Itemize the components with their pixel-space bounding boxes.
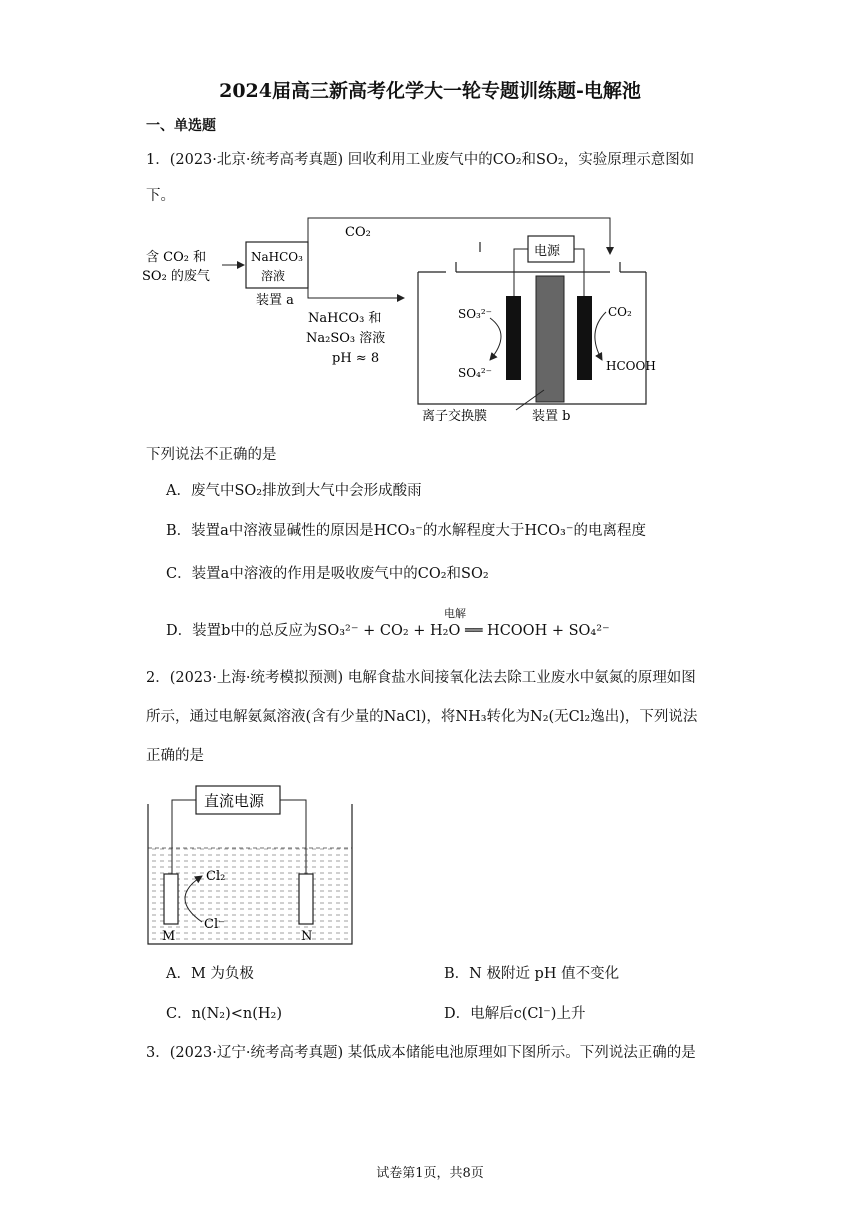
co2-top-label: CO₂: [345, 225, 371, 240]
q2-line-1: 2．(2023·上海·统考模拟预测) 电解食盐水间接氧化法去除工业废水中氨氮的原理如图: [146, 670, 696, 686]
page-title: 2024届高三新高考化学大一轮专题训练题-电解池: [219, 80, 641, 102]
membrane-label: 离子交换膜: [422, 409, 488, 424]
section-heading: 一、单选题: [146, 118, 216, 134]
q2-line-2: 所示，通过电解氨氮溶液(含有少量的NaCl)，将NH₃转化为N₂(无Cl₂逸出)，下列说法: [146, 709, 698, 725]
cl-ion-label: Cl⁻: [204, 917, 225, 932]
ion-exchange-membrane: [536, 276, 564, 402]
q1-stem: 下列说法不正确的是: [146, 447, 277, 463]
q1-option-d[interactable]: D．装置b中的总反应为SO₃²⁻ + CO₂ + H₂O ══ HCOOH + SO₄²⁻: [166, 623, 610, 639]
page-footer: 试卷第1页，共8页: [376, 1166, 484, 1181]
solution-label-3: pH ≈ 8: [332, 351, 380, 366]
box-a-line-2: 溶液: [261, 269, 286, 283]
q1-option-d-condition: 电解: [444, 607, 466, 620]
electrode-n-label: N: [301, 929, 313, 944]
cl2-label: Cl₂: [206, 869, 226, 884]
electrode-m-label: M: [162, 929, 176, 944]
q2-option-a[interactable]: A．M 为负极: [166, 966, 254, 982]
solution-label-2: Na₂SO₃ 溶液: [306, 331, 386, 346]
electrode-n: [299, 874, 313, 924]
q3-line-1: 3．(2023·辽宁·统考高考真题) 某低成本储能电池原理如下图所示。下列说法正确的是: [146, 1045, 696, 1061]
q1-figure: [140, 214, 680, 434]
q1-line-1: 1．(2023·北京·统考高考真题) 回收利用工业废气中的CO₂和SO₂，实验原理示意图如: [146, 152, 695, 168]
q2-option-b[interactable]: B．N 极附近 pH 值不变化: [444, 966, 620, 982]
cathode-electrode: [577, 296, 592, 380]
electrode-m: [164, 874, 178, 924]
q1-option-c[interactable]: C．装置a中溶液的作用是吸收废气中的CO₂和SO₂: [166, 566, 489, 582]
q1-option-a[interactable]: A．废气中SO₂排放到大气中会形成酸雨: [166, 483, 422, 499]
q1-line-2: 下。: [146, 188, 175, 204]
gas-in-label-2: SO₂ 的废气: [142, 269, 210, 284]
q2-option-c[interactable]: C．n(N₂)<n(H₂): [166, 1006, 283, 1022]
q1-option-b[interactable]: B．装置a中溶液显碱性的原因是HCO₃⁻的水解程度大于HCO₃⁻的电离程度: [166, 523, 646, 539]
power-source-label: 电源: [534, 244, 561, 259]
q2-figure: [144, 780, 364, 950]
co2-right-label: CO₂: [608, 305, 632, 319]
hcooh-label: HCOOH: [606, 359, 656, 373]
q2-line-3: 正确的是: [146, 748, 204, 764]
sulfite-label: SO₃²⁻: [458, 307, 493, 321]
box-a-line-1: NaHCO₃: [251, 250, 303, 264]
device-a-label: 装置 a: [256, 293, 294, 308]
gas-in-label-1: 含 CO₂ 和: [146, 250, 207, 265]
device-b-label: 装置 b: [532, 409, 571, 424]
q2-option-d[interactable]: D．电解后c(Cl⁻)上升: [444, 1006, 586, 1022]
dc-power-label: 直流电源: [204, 792, 265, 810]
solution-label-1: NaHCO₃ 和: [308, 311, 382, 326]
anode-electrode: [506, 296, 521, 380]
device-b-tank: [418, 272, 646, 404]
sulfate-label: SO₄²⁻: [458, 366, 493, 380]
